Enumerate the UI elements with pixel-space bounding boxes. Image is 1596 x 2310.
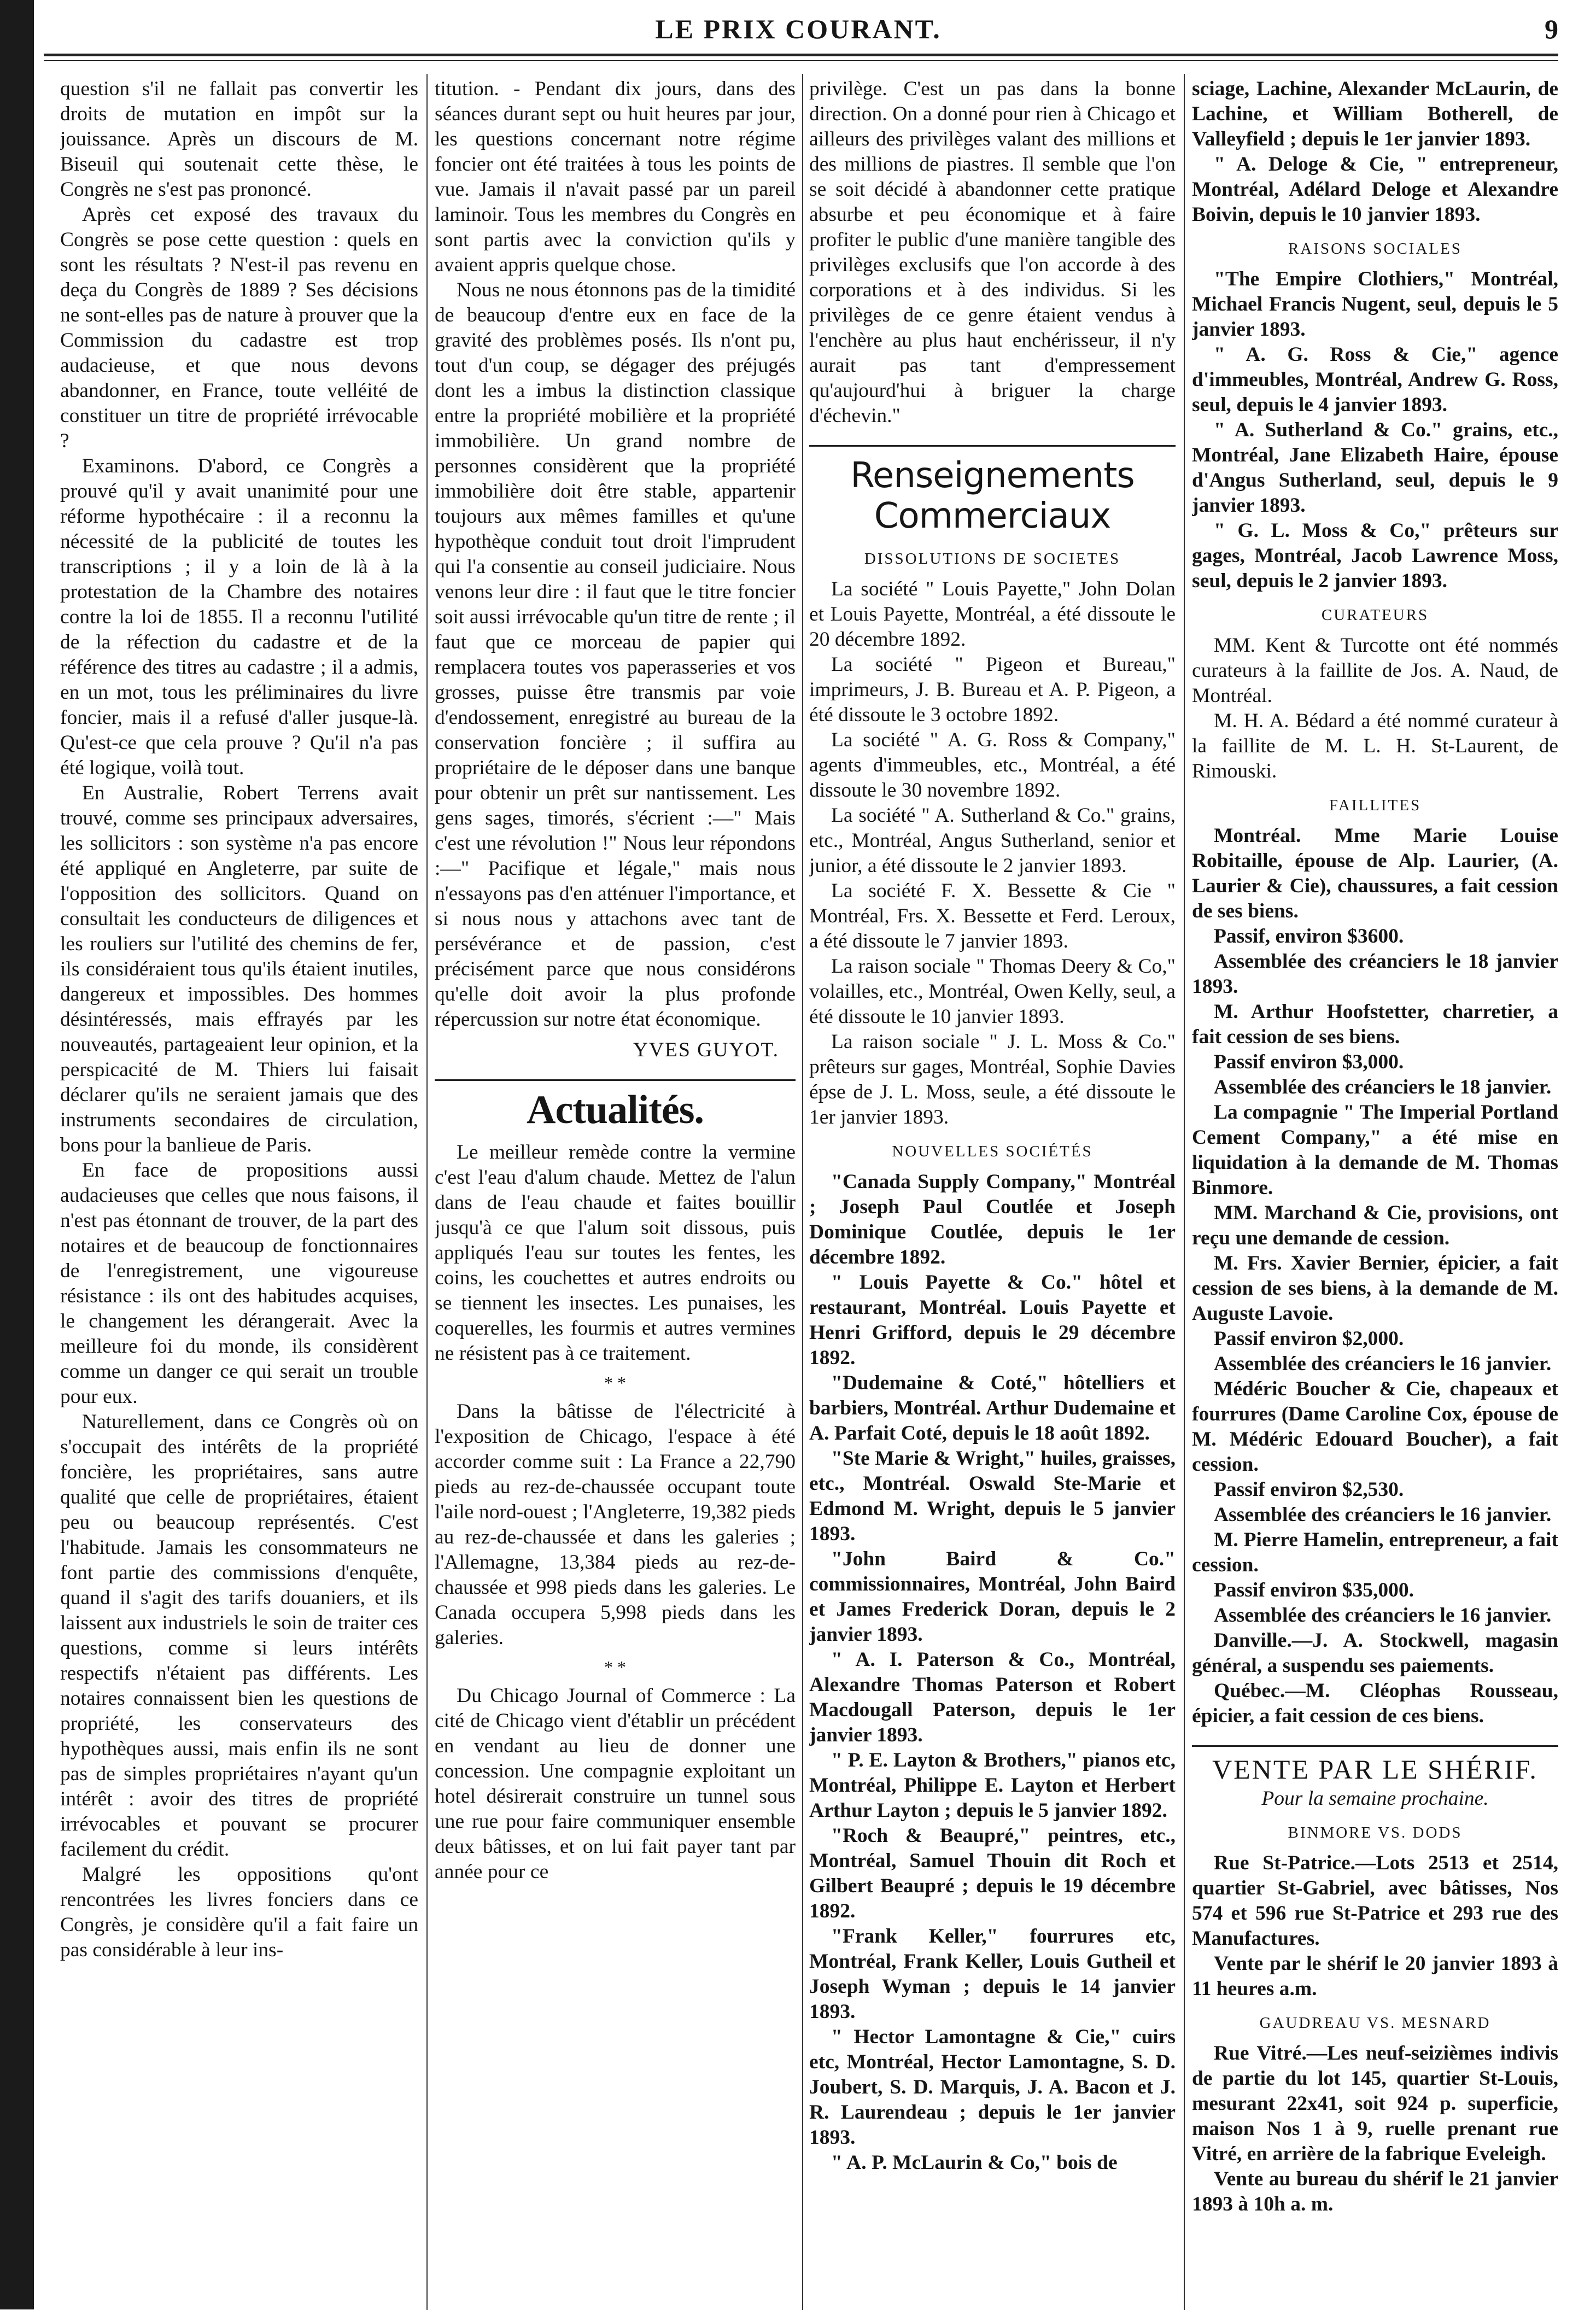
paragraph: Dans la bâtisse de l'électricité à l'exposition de Chicago, l'espace à été accorder comme suit : La France a 22,790 pieds au rez-de-chaussée occupant toute l'aile nord-ouest ; l'Angleterre, 19,382 pieds au rez-de-chaussée et dans les galeries ; l'Allemagne, 13,384 pieds au rez-de-chaussée et 998 pieds dans les galeries. Le Canada occupera 5,998 pieds dans les galeries. [435, 1400, 796, 1649]
list-item: " P. E. Layton & Brothers," pianos etc, Montréal, Philippe E. Layton et Herbert Arthur Layton ; depuis le 5 janvier 1892. [809, 1749, 1176, 1822]
list-item: Danville.—J. A. Stockwell, magasin général, a suspendu ses paiements. [1192, 1629, 1558, 1677]
list-item: Passif, environ $3600. [1214, 925, 1404, 948]
case-head: BINMORE VS. DODS [1288, 1824, 1463, 1841]
column-3 [809, 77, 1176, 2296]
column-divider [426, 74, 428, 2310]
list-item: Assemblée des créanciers le 18 janvier. [1214, 1076, 1552, 1098]
paragraph: Le meilleur remède contre la vermine c'est l'eau d'alum chaude. Mettez de l'alun dans de l'eau chaude et faites bouillir jusqu'à ce que l'alum soit dissous, puis appliqués l'eau sur toutes les fentes, les coins, les couchettes et autres endroits ou se tiennent les insectes. Les punaises, les coquerelles, les fourmis et autres vermines ne résistent pas à ce traitement. [435, 1141, 796, 1365]
subsection-head: DISSOLUTIONS DE SOCIETES [864, 550, 1121, 568]
paragraph: Naturellement, dans ce Congrès où on s'occupait des intérêts de la propriété foncière, les propriétaires, sans autre qualité que celle de propriétaires, étaient peu ou beaucoup représentés. C'est l'habitude. Jamais les consommateurs ne font partie des commissions d'enquête, quand il s'agit des tarifs douaniers, et ils laissent aux industriels le soin de traiter ces questions, comme si leurs intérêts respectifs n'étaient pas différents. Les notaires connaissent bien les questions de propriété, les conservateurs des hypothèques aussi, mais enfin ils ne sont pas de simples propriétaires n'ayant qu'un intérêt : avoir des titres de propriété irrévocables et pouvant se procurer facilement du crédit. [60, 1411, 418, 1861]
list-item: Rue Vitré.—Les neuf-seizièmes indivis de partie du lot 145, quartier St-Louis, mesurant 22x41, soit 924 p. superficie, maison Nos 1 à 9, ruelle prenant rue Vitré, en arrière de la fabrique Eveleigh. [1192, 2042, 1558, 2165]
paragraph: Du Chicago Journal of Commerce : La cité de Chicago vient d'établir un précédent en vendant au lieu de donner une concession. Une compagnie exploitant un hotel désirerait construire un tunnel sous une rue pour faire communiquer ensemble deux bâtisses, et on lui fait payer tant par année pour ce [435, 1685, 796, 1883]
paragraph: Examinons. D'abord, ce Congrès a prouvé qu'il y avait unanimité pour une réforme hypothécaire : il a reconnu la nécessité de la publicité de toutes les transcriptions ; il y a loin de là à la protestation de la Chambre des notaires contre la loi de 1855. Il a reconnu l'utilité de la réfection du cadastre et de la référence des titres au cadastre ; il a admis, en un mot, tous les préliminaires du livre foncier, mais il a refusé d'aller jusque-là. Qu'est-ce que cela prouve ? Qu'il n'a pas été logique, voilà tout. [60, 455, 418, 779]
list-item: " A. G. Ross & Cie," agence d'immeubles, Montréal, Andrew G. Ross, seul, depuis le 4 janvier 1893. [1192, 343, 1558, 416]
section-title-renseignements: Renseignements Commerciaux [809, 445, 1176, 536]
list-item: "Ste Marie & Wright," huiles, graisses, etc., Montréal. Oswald Ste-Marie et Edmond M. Wright, depuis le 5 janvier 1893. [809, 1447, 1176, 1545]
separator-stars: * * [604, 1657, 626, 1677]
list-item: sciage, Lachine, Alexander McLaurin, de Lachine, et William Botherell, de Valleyfield ; depuis le 1er janvier 1893. [1192, 78, 1558, 150]
list-item: Vente au bureau du shérif le 21 janvier 1893 à 10h a. m. [1192, 2168, 1558, 2215]
list-item: La société F. X. Bessette & Cie " Montréal, Frs. X. Bessette et Ferd. Leroux, a été dissoute le 7 janvier 1893. [809, 880, 1176, 952]
column-divider [1184, 74, 1185, 2310]
paragraph: privilège. C'est un pas dans la bonne direction. On a donné pour rien à Chicago et ailleurs des privilèges valant des millions et des millions de piastres. Il semble que l'on se soit décidé à abandonner cette pratique absurbe et peu économique et à faire profiter le public d'une manière tangible des privilèges exclusifs que l'on accorde à des corporations et à des individus. Si les privilèges de ce genre étaient vendus à l'enchère au plus haut enchérisseur, il n'y aurait pas tant d'empressement qu'aujourd'hui à briguer la charge d'échevin." [809, 78, 1176, 427]
list-item: Assemblée des créanciers le 18 janvier 1893. [1192, 950, 1558, 998]
list-item: Québec.—M. Cléophas Rousseau, épicier, a fait cession de ces biens. [1192, 1680, 1558, 1727]
list-item: "John Baird & Co." commissionnaires, Montréal, John Baird et James Frederick Doran, depuis le 2 janvier 1893. [809, 1548, 1176, 1646]
list-item: "The Empire Clothiers," Montréal, Michael Francis Nugent, seul, depuis le 5 janvier 1893. [1192, 268, 1558, 341]
list-item: " A. P. McLaurin & Co," bois de [831, 2151, 1118, 2174]
list-item: " A. Sutherland & Co." grains, etc., Montréal, Jane Elizabeth Haire, épouse d'Angus Sutherland, seul, depuis le 9 janvier 1893. [1192, 419, 1558, 517]
subsection-head: NOUVELLES SOCIÉTÉS [892, 1143, 1093, 1160]
list-item: La société " Pigeon et Bureau," imprimeurs, J. B. Bureau et A. P. Pigeon, a été dissoute le 3 octobre 1892. [809, 653, 1176, 726]
list-item: MM. Kent & Turcotte ont été nommés curateurs à la faillite de Jos. A. Naud, de Montréal. [1192, 634, 1558, 707]
list-item: M. Pierre Hamelin, entrepreneur, a fait cession. [1192, 1529, 1558, 1576]
list-item: "Dudemaine & Coté," hôtelliers et barbiers, Montréal. Arthur Dudemaine et A. Parfait Coté, depuis le 18 août 1892. [809, 1372, 1176, 1445]
case-head: GAUDREAU VS. MESNARD [1259, 2014, 1491, 2032]
list-item: " A. Deloge & Cie, " entrepreneur, Montréal, Adélard Deloge et Alexandre Boivin, depuis le 10 janvier 1893. [1192, 153, 1558, 226]
list-item: Rue St-Patrice.—Lots 2513 et 2514, quartier St-Gabriel, avec bâtisses, Nos 574 et 596 rue St-Patrice et 293 rue des Manufactures. [1192, 1852, 1558, 1950]
list-item: La société " Louis Payette," John Dolan et Louis Payette, Montréal, a été dissoute le 20 décembre 1892. [809, 578, 1176, 651]
list-item: " Hector Lamontagne & Cie," cuirs etc, Montréal, Hector Lamontagne, S. D. Joubert, S. D. Marquis, J. A. Bacon et J. R. Laurendeau ; depuis le 1er janvier 1893. [809, 2026, 1176, 2149]
list-item: "Frank Keller," fourrures etc, Montréal, Frank Keller, Louis Gutheil et Joseph Wyman ; depuis le 14 janvier 1893. [809, 1925, 1176, 2023]
list-item: Vente par le shérif le 20 janvier 1893 à 11 heures a.m. [1192, 1952, 1558, 2000]
page-number: 9 [1545, 14, 1558, 44]
page-header [38, 10, 1558, 48]
paragraph: question s'il ne fallait pas convertir les droits de mutation en impôt sur la jouissance. Après un discours de M. Biseuil qui soutenait cette thèse, le Congrès ne s'est pas prononcé. [60, 78, 418, 201]
list-item: Passif environ $3,000. [1214, 1051, 1404, 1073]
subsection-head: FAILLITES [1329, 797, 1422, 814]
list-item: La raison sociale " J. L. Moss & Co." prêteurs sur gages, Montréal, Sophie Davies épse de J. L. Moss, seule, a été dissoute le 1er janvier 1893. [809, 1031, 1176, 1128]
list-item: La société " A. G. Ross & Company," agents d'immeubles, etc., Montréal, a été dissoute le 30 novembre 1892. [809, 729, 1176, 802]
list-item: Assemblée des créanciers le 16 janvier. [1214, 1504, 1552, 1526]
paragraph: Nous ne nous étonnons pas de la timidité de beaucoup d'entre eux en face de la gravité des problèmes posés. Ils n'ont pu, tout d'un coup, se dégager des préjugés dont les a imbus la distinction classique entre la propriété mobilière et la propriété immobilière. Un grand nombre de personnes considèrent que la propriété immobilière doit être stable, appartenir toujours aux mêmes familles et qu'une hypothèque conduit tout droit l'imprudent qui l'a consentie au conseil judiciaire. Nous venons leur dire : il faut que le titre foncier soit aussi irrévocable qu'un titre de rente ; il faut que ce morceau de papier qui remplacera toutes vos paperasseries et vos grosses, puisse être transmis par voie d'endossement, enregistré au bureau de la conservation foncière ; il suffira au propriétaire de le déposer dans une banque pour obtenir un prêt sur nantissement. Les gens sages, timorés, s'écrient :—" Mais c'est une révolution !" Nous leur répondons :—" Pacifique et légale," mais nous n'essayons pas d'en atténuer l'importance, et si nous nous y attachons avec tant de persévérance et de passion, c'est précisément parce que nous considérons qu'elle doit avoir la plus profonde répercussion sur notre état économique. [435, 279, 796, 1031]
separator-stars: * * [604, 1373, 626, 1393]
list-item: " Louis Payette & Co." hôtel et restaurant, Montréal. Louis Payette et Henri Grifford, depuis le 29 décembre 1892. [809, 1271, 1176, 1369]
section-title-actualites: Actualités. [435, 1079, 796, 1130]
column-1 [60, 77, 418, 2296]
header-rule [44, 54, 1558, 56]
list-item: M. Arthur Hoofstetter, charretier, a fait cession de ses biens. [1192, 1001, 1558, 1048]
list-item: Montréal. Mme Marie Louise Robitaille, épouse de Alp. Laurier, (A. Laurier & Cie), chaussures, a fait cession de ses biens. [1192, 824, 1558, 922]
list-item: Passif environ $35,000. [1214, 1579, 1414, 1601]
paragraph: En Australie, Robert Terrens avait trouvé, comme ses principaux adversaires, les sollicitors : son système n'a pas encore été appliqué en Angleterre, par suite de l'opposition des sollicitors. Quand on consultait les conducteurs de diligences et les rouliers sur l'utilité des chemins de fer, ils considéraient tous qu'ils étaient inutiles, dangereux et impossibles. Des hommes désintéressés, mais effrayés par les nouveautés, partageaient leur opinion, et la perspicacité de M. Thiers lui faisait déclarer qu'ils ne seraient jamais que des instruments secondaires de circulation, bons pour la banlieue de Paris. [60, 782, 418, 1156]
list-item: "Roch & Beaupré," peintres, etc., Montréal, Samuel Thouin dit Roch et Gilbert Beaupré ; depuis le 19 décembre 1892. [809, 1824, 1176, 1922]
list-item: M. Frs. Xavier Bernier, épicier, a fait cession de ses biens, à la demande de M. Auguste Lavoie. [1192, 1252, 1558, 1325]
newspaper-title: LE PRIX COURANT. [655, 14, 942, 44]
list-item: MM. Marchand & Cie, provisions, ont reçu une demande de cession. [1192, 1202, 1558, 1249]
list-item: "Canada Supply Company," Montréal ; Joseph Paul Coutlée et Joseph Dominique Coutlée, depuis le 1er décembre 1892. [809, 1171, 1176, 1268]
list-item: M. H. A. Bédard a été nommé curateur à la faillite de M. L. H. St-Laurent, de Rimouski. [1192, 710, 1558, 782]
column-2 [435, 77, 796, 2296]
scan-edge [0, 0, 34, 2309]
paragraph: Malgré les oppositions qu'ont rencontrées les livres fonciers dans ce Congrès, je considère qu'il a fait faire un pas considérable à leur ins- [60, 1863, 418, 1961]
section-title-vente: VENTE PAR LE SHÉRIF. [1192, 1745, 1558, 1782]
paragraph: En face de propositions aussi audacieuses que celles que nous faisons, il n'est pas étonnant de trouver, de la part des notaires et de beaucoup de fonctionnaires de l'enregistrement, une vigoureuse résistance : ils ont des habitudes acquises, le changement les dérangerait. Avec la meilleure foi du monde, ils considèrent comme un danger ce qui serait un trouble pour eux. [60, 1159, 418, 1408]
list-item: La raison sociale " Thomas Deery & Co," volailles, etc., Montréal, Owen Kelly, seul, a été dissoute le 10 janvier 1893. [809, 955, 1176, 1028]
column-4 [1192, 77, 1558, 2296]
subsection-head: RAISONS SOCIALES [1288, 240, 1462, 258]
section-subtitle: Pour la semaine prochaine. [1261, 1787, 1489, 1810]
column-divider [802, 74, 803, 2310]
subsection-head: CURATEURS [1321, 606, 1429, 624]
header-rule-thin [44, 60, 1558, 61]
list-item: " A. I. Paterson & Co., Montréal, Alexandre Thomas Paterson et Robert Macdougall Paterson, depuis le 1er janvier 1893. [809, 1648, 1176, 1746]
list-item: " G. L. Moss & Co," prêteurs sur gages, Montréal, Jacob Lawrence Moss, seul, depuis le 2 janvier 1893. [1192, 519, 1558, 592]
list-item: Médéric Boucher & Cie, chapeaux et fourrures (Dame Caroline Cox, épouse de M. Médéric Edouard Boucher), a fait cession. [1192, 1378, 1558, 1476]
list-item: Assemblée des créanciers le 16 janvier. [1214, 1353, 1552, 1375]
list-item: Passif environ $2,530. [1214, 1478, 1404, 1501]
paragraph: titution. - Pendant dix jours, dans des séances durant sept ou huit heures par jour, les questions concernant notre régime foncier ont été traitées à tous les points de vue. Jamais il n'avait passé par un pareil laminoir. Tous les membres du Congrès en sont partis avec la conviction qu'ils y avaient appris quelque chose. [435, 78, 796, 276]
list-item: La société " A. Sutherland & Co." grains, etc., Montréal, Angus Sutherland, senior et junior, a été dissoute le 2 janvier 1893. [809, 804, 1176, 877]
paragraph: Après cet exposé des travaux du Congrès se pose cette question : quels en sont les résultats ? N'est-il pas revenu en deça du Congrès de 1889 ? Ses décisions ne sont-elles pas de nature à prouver que la Commission du cadastre est trop audacieuse, et que nous devons abandonner, en France, toute velléité de constituer un titre de propriété irrévocable ? [60, 203, 418, 452]
list-item: Assemblée des créanciers le 16 janvier. [1214, 1604, 1552, 1627]
author-signature: YVES GUYOT. [633, 1039, 779, 1061]
list-item: Passif environ $2,000. [1214, 1327, 1404, 1350]
list-item: La compagnie " The Imperial Portland Cement Company," a été mise en liquidation à la demande de M. Thomas Binmore. [1192, 1101, 1558, 1199]
